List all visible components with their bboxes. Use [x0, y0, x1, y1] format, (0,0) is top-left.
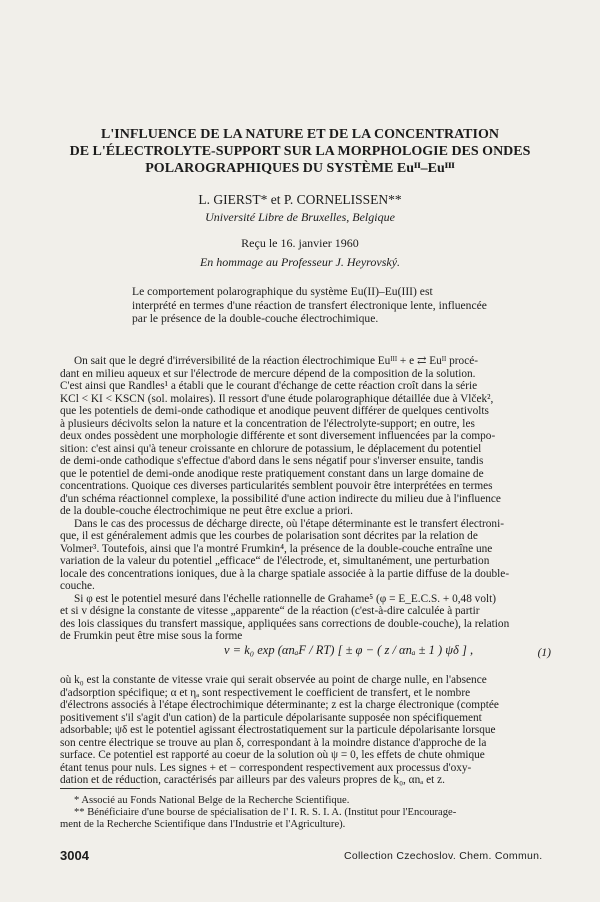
- body-text: [60, 355, 557, 643]
- body-line: C'est ainsi que Randles¹ a établi que le courant d'échange de cette réaction croît dans la série: [60, 380, 478, 392]
- body-line: que le potentiel de demi-onde anodique reste pratiquement constant dans un large domaine de: [60, 467, 484, 480]
- footnote-separator: [60, 788, 140, 789]
- dedication: En hommage au Professeur J. Heyrovský.: [199, 255, 401, 269]
- body-line: que, il est généralement admis que les courbes de polarisation sont décrites par la relation de: [60, 530, 478, 542]
- body-line: d'électrons associés à l'étape électrochimique déterminante; z est la charge électronique (comptée: [60, 699, 499, 711]
- body-line: positivement s'il s'agit d'un cation) de la particule dépolarisante supposée non spécifiquement: [60, 711, 482, 724]
- body-line: KCl < KI < KSCN (sol. molaires). Il ressort d'une étude polarographique détaillée due à Vlček²,: [60, 392, 494, 405]
- body-line: surface. Ce potentiel est rapporté au coeur de la solution où ψ = 0, les effets de chute ohmique: [60, 749, 485, 761]
- title-line: DE L'ÉLECTROLYTE-SUPPORT SUR LA MORPHOLOGIE DES ONDES: [69, 144, 531, 159]
- body-line: de Frumkin peut être mise sous la forme: [60, 630, 243, 642]
- body-line: concentrations. Quoique ces diverses particularités semblent pouvoir être interprétées en termes: [60, 480, 493, 492]
- body-line: son centre électrique se trouve au plan δ, correspondant à la moindre distance d'approche de la: [60, 736, 487, 749]
- body-line: Dans le cas des processus de décharge directe, où l'étape déterminante est le transfert électroni-: [74, 517, 504, 530]
- body-line: variation de la valeur du potentiel „efficace“ de l'électrode, et, simultanément, une perturbation: [60, 555, 490, 567]
- body-line: d'un schéma réactionnel complexe, la possibilité d'une action indirecte du milieu due à l'influence: [60, 492, 501, 505]
- equation-formula: v = k₀ exp (αnₐF / RT) [ ± φ − ( z / αnₐ ± 1 ) ψδ ] ,: [224, 643, 474, 657]
- title-line: POLAROGRAPHIQUES DU SYSTÈME Euᴵᴵ–Euᴵᴵᴵ: [145, 161, 455, 176]
- footnote-line: ** Bénéficiaire d'une bourse de spécialisation de l' I. R. S. I. A. (Institut pour l'Encourage-: [74, 807, 457, 818]
- abstract-line: Le comportement polarographique du système Eu(II)–Eu(III) est: [132, 285, 433, 298]
- abstract: [132, 285, 522, 326]
- authors: L. GIERST* et P. CORNELISSEN**: [198, 192, 402, 207]
- equation-1: [60, 639, 557, 669]
- footnote-line: ment de la Recherche Scientifique dans l'Industrie et l'Agriculture).: [60, 819, 346, 830]
- abstract-line: interprété en termes d'une réaction de transfert électronique lente, influencée: [132, 298, 487, 312]
- body-line: deux ondes possèdent une morphologie différente et sont diversement influencées par la compo-: [60, 430, 496, 442]
- body-line: étant tenus pour nuls. Les signes + et − correspondent respectivement aux processus d'oxy-: [60, 761, 472, 774]
- body-line: d'adsorption spécifique; α et ηₐ sont respectivement le coefficient de transfert, et le nombre: [60, 686, 471, 699]
- journal-name: Collection Czechoslov. Chem. Commun.: [344, 850, 543, 862]
- body-line: dant en milieu aqueux et sur l'électrode de mercure dépend de la composition de la solution.: [60, 367, 476, 380]
- body-text-continued: [60, 674, 557, 787]
- body-line: de demi-onde cathodique s'effectue d'abord dans le sens négatif pour s'inverser ensuite, tandis: [60, 455, 484, 467]
- body-line: des lois classiques du transfert massique, appliquées sans corrections de double-couche), la relation: [60, 617, 510, 630]
- page-number: 3004: [60, 848, 89, 863]
- footnotes: [60, 795, 557, 831]
- body-line: On sait que le degré d'irréversibilité de la réaction électrochimique Euᴵᴵᴵ + e ⇄ Euᴵᴵ procé-: [74, 355, 478, 367]
- footnote-line: * Associé au Fonds National Belge de la Recherche Scientifique.: [74, 795, 350, 806]
- affiliation: Université Libre de Bruxelles, Belgique: [205, 210, 395, 224]
- title-line: L'INFLUENCE DE LA NATURE ET DE LA CONCENTRATION: [101, 127, 499, 142]
- body-line: Si φ est le potentiel mesuré dans l'échelle rationnelle de Grahame⁵ (φ = E_E.C.S. + 0,48 volt): [74, 592, 497, 605]
- body-line: et si v désigne la constante de vitesse „apparente“ de la réaction (c'est-à-dire calculée à partir: [60, 605, 480, 617]
- article-title: [40, 126, 560, 177]
- body-line: que les potentiels de demi-onde cathodique et anodique peuvent différer de quelques centivolts: [60, 405, 489, 417]
- equation-number: (1): [537, 647, 551, 659]
- body-line: sition: c'est ainsi qu'à teneur croissante en chlorure de potassium, le déplacement du potentiel: [60, 442, 482, 455]
- body-line: où k₀ est la constante de vitesse vraie qui serait observée au point de charge nulle, en l'absence: [60, 674, 487, 686]
- body-line: locale des concentrations ioniques, due à la charge spatiale associée à la partie diffuse de la double-: [60, 567, 510, 580]
- body-line: à plusieurs décivolts selon la nature et la concentration de l'électrolyte-support; en outre, les: [60, 417, 475, 430]
- body-line: Volmer³. Toutefois, ainsi que l'a montré Frumkin⁴, la présence de la double-couche entraîne une: [60, 542, 493, 555]
- body-line: couche.: [60, 580, 95, 592]
- body-line: adsorbable; ψδ est le potentiel agissant électrostatiquement sur la particule dépolarisante lorsque: [60, 724, 496, 736]
- received-date: Reçu le 16. janvier 1960: [241, 236, 359, 250]
- body-line: de la double-couche électrochimique ne peut être exclue a priori.: [60, 505, 353, 517]
- abstract-line: par le présence de la double-couche électrochimique.: [132, 312, 379, 326]
- body-line: dation et de réduction, caractérisés par ailleurs par des valeurs propres de k₀, αnₐ et z.: [60, 774, 445, 786]
